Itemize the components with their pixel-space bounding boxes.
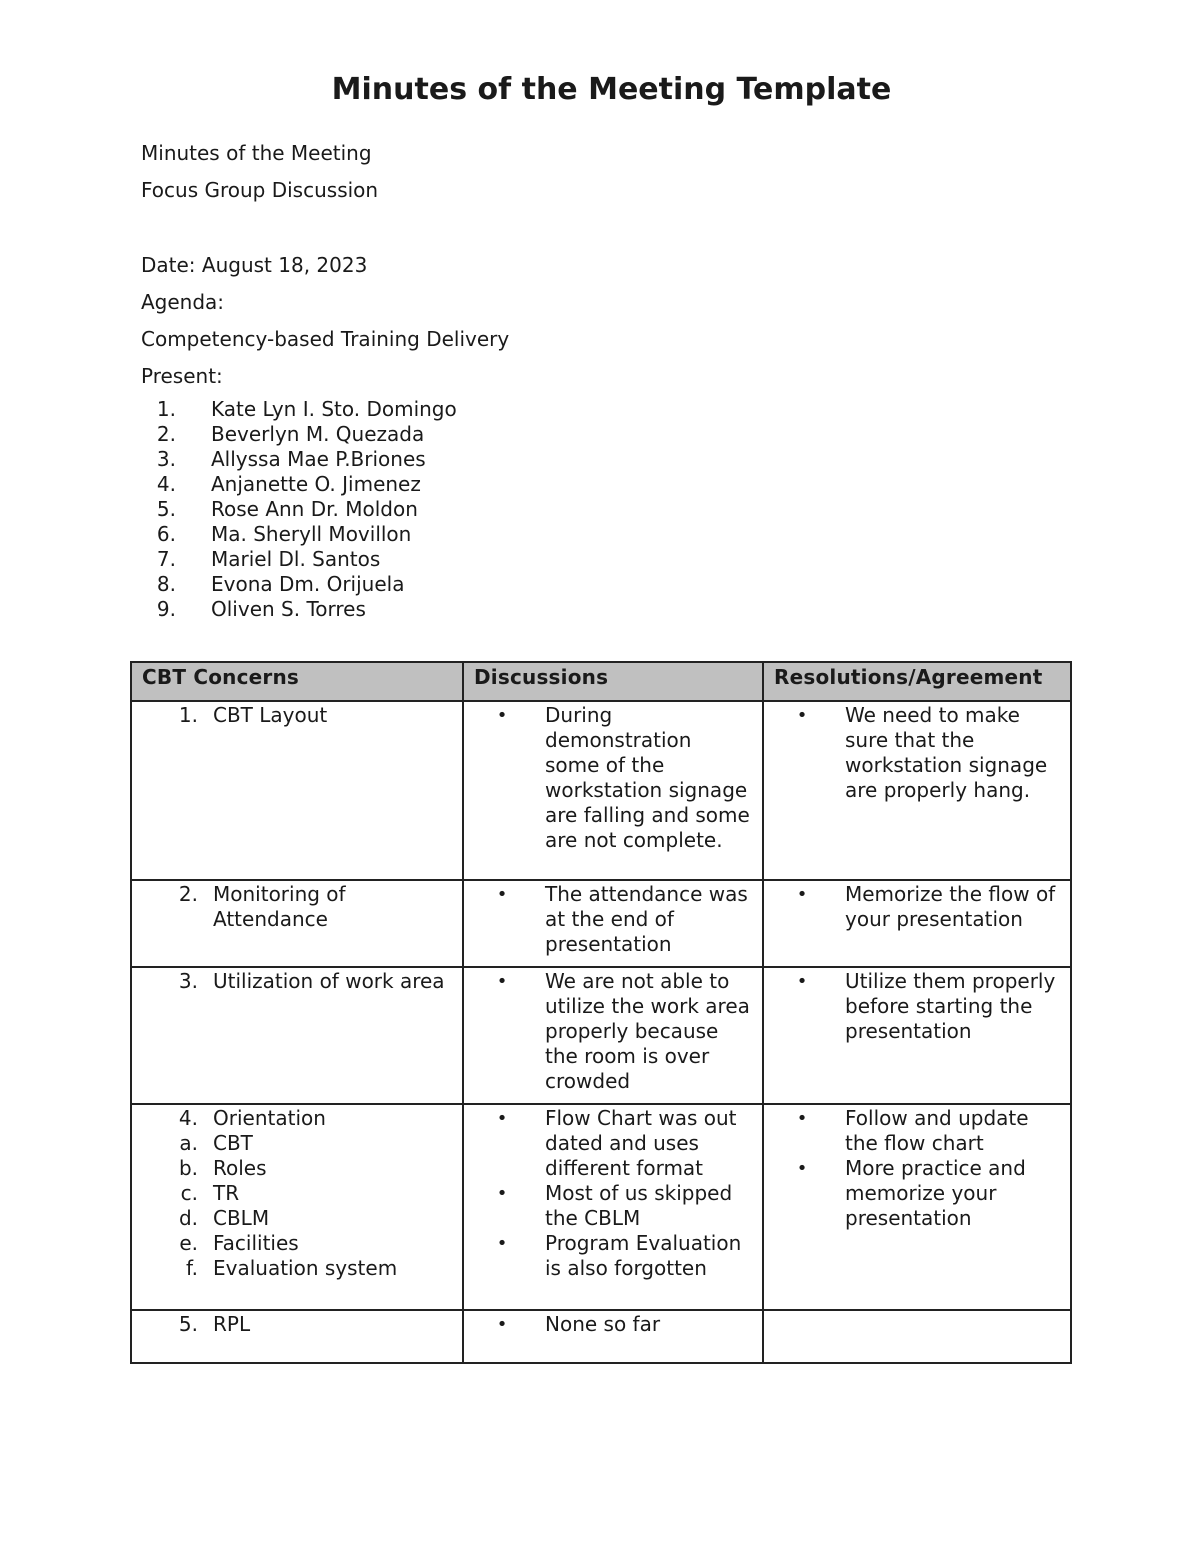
attendee-number: 7.	[156, 547, 176, 571]
concern-text: Orientation	[213, 1106, 326, 1130]
concern-item	[142, 703, 456, 728]
attendee-item	[141, 422, 457, 447]
concern-letter: b.	[178, 1156, 198, 1180]
resolution-text: We need to make sure that the workstation signage are properly hang.	[845, 703, 1048, 802]
concern-cell	[131, 1310, 463, 1363]
concern-subtext: CBT	[213, 1131, 253, 1155]
concern-subtext: TR	[213, 1181, 240, 1205]
concerns-table	[130, 661, 1072, 1364]
concern-item	[142, 969, 456, 994]
resolution-cell-empty	[763, 1310, 1071, 1363]
concern-letter: a.	[179, 1131, 198, 1155]
resolution-text: Memorize the flow of your presentation	[845, 882, 1056, 931]
bullet-icon: •	[796, 1158, 808, 1179]
resolution-item	[774, 1106, 1064, 1156]
concern-cell	[131, 1104, 463, 1310]
table-row	[131, 1310, 1071, 1363]
attendee-item	[141, 522, 457, 547]
concern-letter: f.	[186, 1256, 198, 1280]
focus-group-heading: Focus Group Discussion	[141, 178, 379, 202]
concern-number: 4.	[178, 1106, 198, 1130]
concern-item	[142, 1312, 456, 1337]
discussion-item	[474, 1106, 756, 1181]
resolution-cell	[763, 701, 1071, 880]
bullet-icon: •	[796, 1108, 808, 1129]
concern-cell	[131, 880, 463, 967]
attendee-number: 5.	[156, 497, 176, 521]
table-row	[131, 967, 1071, 1104]
discussion-item	[474, 1312, 756, 1337]
concern-subitem	[142, 1156, 456, 1181]
resolution-cell	[763, 1104, 1071, 1310]
concern-subitem	[142, 1181, 456, 1206]
discussion-cell	[463, 1104, 763, 1310]
concern-item	[142, 1106, 456, 1131]
resolution-cell	[763, 967, 1071, 1104]
concern-subtext: Facilities	[213, 1231, 299, 1255]
header-discussions: Discussions	[463, 662, 763, 701]
concern-number: 3.	[178, 969, 198, 993]
bullet-icon: •	[496, 705, 508, 726]
resolution-item	[774, 882, 1064, 932]
concern-subitem	[142, 1206, 456, 1231]
discussion-text: None so far	[545, 1312, 661, 1336]
bullet-icon: •	[496, 884, 508, 905]
attendee-name: Evona Dm. Orijuela	[211, 572, 405, 596]
discussion-item	[474, 1181, 756, 1231]
concern-cell	[131, 701, 463, 880]
attendee-number: 3.	[156, 447, 176, 471]
bullet-icon: •	[496, 1108, 508, 1129]
concern-subitem	[142, 1256, 456, 1281]
minutes-heading: Minutes of the Meeting	[141, 141, 372, 165]
concern-text: CBT Layout	[213, 703, 328, 727]
resolution-text: Utilize them properly before starting the presentation	[845, 969, 1056, 1043]
attendee-item	[141, 472, 457, 497]
concern-item	[142, 882, 456, 932]
attendee-item	[141, 547, 457, 572]
attendee-number: 6.	[156, 522, 176, 546]
table-row	[131, 880, 1071, 967]
attendee-name: Beverlyn M. Quezada	[211, 422, 425, 446]
bullet-icon: •	[796, 884, 808, 905]
discussion-text: Program Evaluation is also forgotten	[545, 1231, 742, 1280]
discussion-text: During demonstration some of the workstation signage are falling and some are not complete.	[545, 703, 750, 852]
discussion-item	[474, 882, 756, 957]
attendee-item	[141, 597, 457, 622]
concern-subtext: Roles	[213, 1156, 267, 1180]
attendee-name: Oliven S. Torres	[211, 597, 366, 621]
header-resolutions: Resolutions/Agreement	[763, 662, 1071, 701]
attendee-number: 9.	[156, 597, 176, 621]
concern-number: 1.	[178, 703, 198, 727]
attendee-name: Rose Ann Dr. Moldon	[211, 497, 418, 521]
bullet-icon: •	[796, 971, 808, 992]
discussion-text: The attendance was at the end of presentation	[545, 882, 748, 956]
discussion-cell	[463, 1310, 763, 1363]
discussion-text: We are not able to utilize the work area properly because the room is over crowded	[545, 969, 750, 1093]
table-header-row	[131, 662, 1071, 701]
attendee-number: 2.	[156, 422, 176, 446]
resolution-text: Follow and update the flow chart	[845, 1106, 1029, 1155]
agenda-text: Competency-based Training Delivery	[141, 327, 510, 351]
bullet-icon: •	[796, 705, 808, 726]
concern-text: Monitoring of Attendance	[213, 882, 346, 931]
concern-text: Utilization of work area	[213, 969, 445, 993]
discussion-text: Most of us skipped the CBLM	[545, 1181, 733, 1230]
table-row	[131, 701, 1071, 880]
attendee-name: Ma. Sheryll Movillon	[211, 522, 412, 546]
concern-subitem	[142, 1131, 456, 1156]
page-title: Minutes of the Meeting Template	[331, 72, 892, 107]
attendee-item	[141, 447, 457, 472]
attendee-number: 4.	[156, 472, 176, 496]
attendee-item	[141, 572, 457, 597]
concern-number: 2.	[178, 882, 198, 906]
resolution-cell	[763, 880, 1071, 967]
discussion-text: Flow Chart was out dated and uses different format	[545, 1106, 737, 1180]
header-cbt-concerns: CBT Concerns	[131, 662, 463, 701]
concern-subitem	[142, 1231, 456, 1256]
present-label: Present:	[141, 364, 223, 388]
attendee-name: Allyssa Mae P.Briones	[211, 447, 426, 471]
table-row	[131, 1104, 1071, 1310]
discussion-cell	[463, 967, 763, 1104]
concern-number: 5.	[178, 1312, 198, 1336]
attendee-item	[141, 497, 457, 522]
attendee-list	[141, 397, 457, 622]
attendee-item	[141, 397, 457, 422]
bullet-icon: •	[496, 1183, 508, 1204]
resolution-text: More practice and memorize your presentation	[845, 1156, 1026, 1230]
concern-subtext: Evaluation system	[213, 1256, 398, 1280]
discussion-item	[474, 703, 756, 853]
meeting-details	[141, 138, 509, 398]
discussion-cell	[463, 880, 763, 967]
discussion-item	[474, 1231, 756, 1281]
resolution-item	[774, 703, 1064, 803]
agenda-label: Agenda:	[141, 290, 225, 314]
concern-letter: d.	[178, 1206, 198, 1230]
resolution-item	[774, 969, 1064, 1044]
meeting-date: Date: August 18, 2023	[141, 253, 368, 277]
attendee-name: Anjanette O. Jimenez	[211, 472, 421, 496]
bullet-icon: •	[496, 1233, 508, 1254]
attendee-name: Kate Lyn I. Sto. Domingo	[211, 397, 457, 421]
bullet-icon: •	[496, 971, 508, 992]
concern-cell	[131, 967, 463, 1104]
discussion-cell	[463, 701, 763, 880]
concern-letter: e.	[179, 1231, 198, 1255]
discussion-item	[474, 969, 756, 1094]
concern-subtext: CBLM	[213, 1206, 270, 1230]
blank-line	[141, 212, 509, 250]
attendee-number: 8.	[156, 572, 176, 596]
concern-text: RPL	[213, 1312, 251, 1336]
concern-letter: c.	[180, 1181, 198, 1205]
attendee-number: 1.	[156, 397, 176, 421]
bullet-icon: •	[496, 1314, 508, 1335]
attendee-name: Mariel Dl. Santos	[211, 547, 381, 571]
resolution-item	[774, 1156, 1064, 1231]
